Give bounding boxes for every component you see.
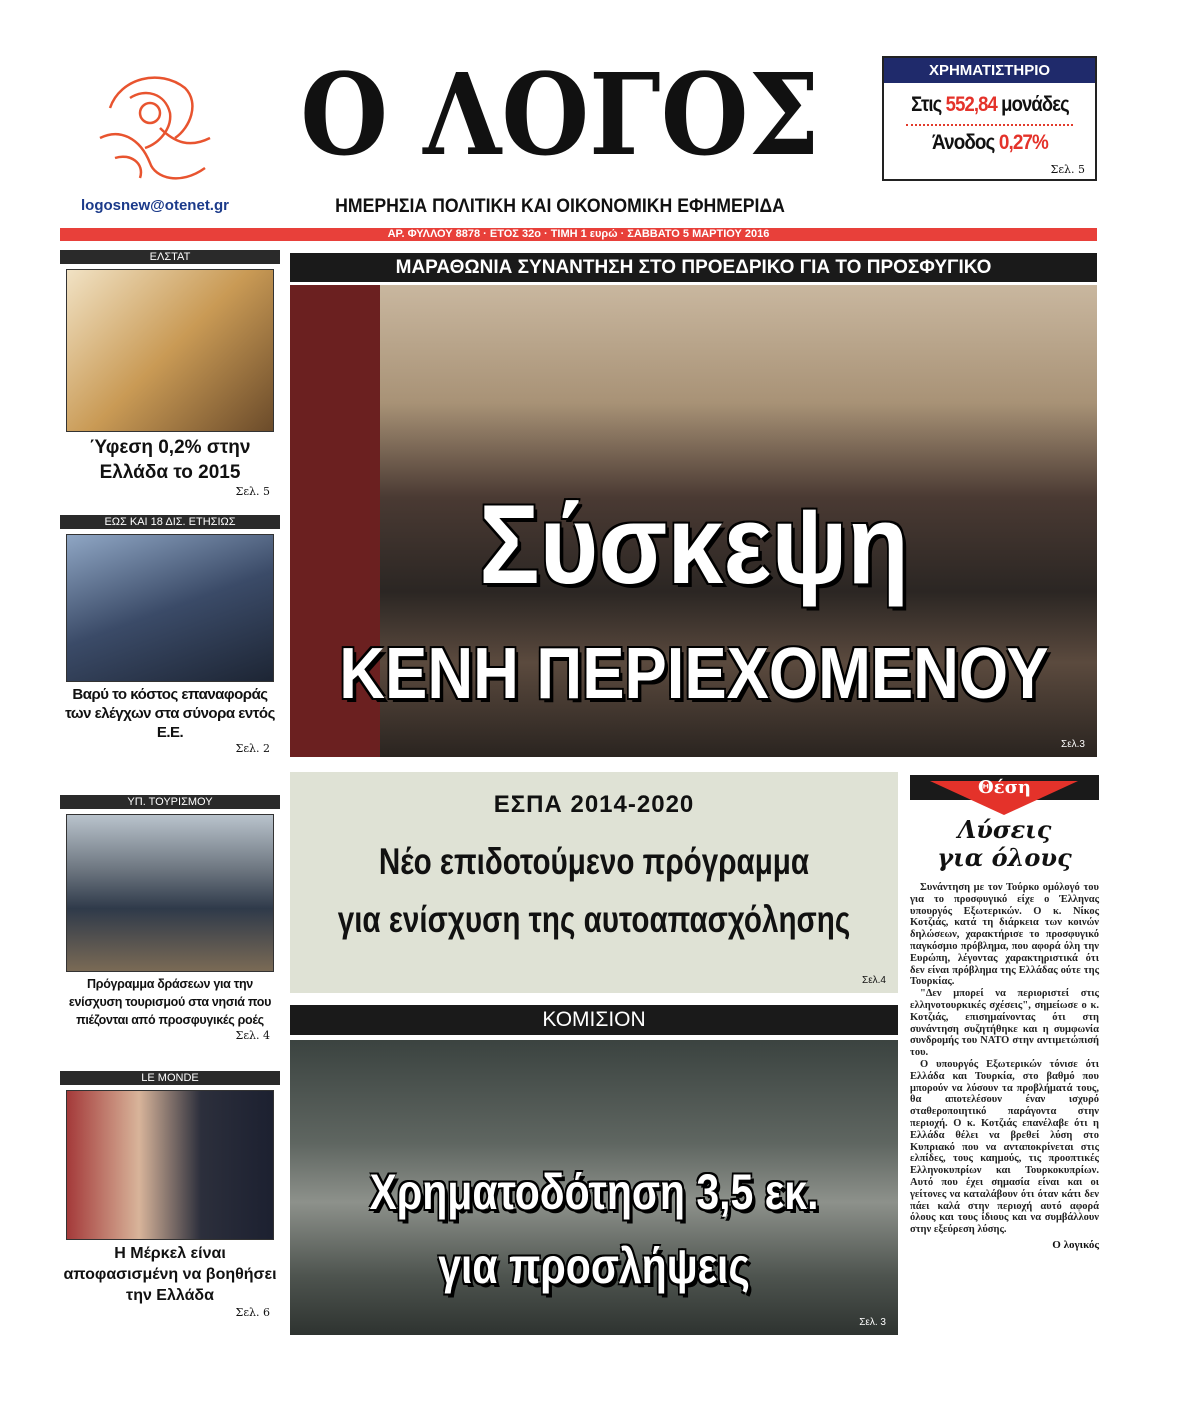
stock-header: ΧΡΗΜΑΤΙΣΤΗΡΙΟ	[884, 58, 1095, 83]
page-ref: Σελ.4	[862, 975, 886, 986]
stock-line	[911, 92, 1069, 118]
opinion-label-banner	[910, 775, 1099, 800]
story-merkel	[60, 1071, 280, 1320]
presidential-meeting-photo	[290, 285, 1097, 757]
story-borders	[60, 515, 280, 756]
stock-change: 0,27%	[998, 131, 1048, 154]
paragraph: "Δεν μπορεί να περιοριστεί στις ελληνοτουρκικές σχέσεις", σημείωσε ο κ. Κοτζιάς, επισημαίνοντας ότι στη συνάντηση συζητήθηκε και η συμφωνία συνδρομής του ΝΑΤΟ στην αντιμετώπισή του.	[910, 988, 1099, 1059]
newspaper-subtitle: ΗΜΕΡΗΣΙΑ ΠΟΛΙΤΙΚΗ ΚΑΙ ΟΙΚΟΝΟΜΙΚΗ ΕΦΗΜΕΡΙΔΑ	[335, 196, 785, 217]
stock-prefix: Στις	[910, 93, 941, 116]
page-ref: Σελ. 4	[235, 1029, 270, 1042]
aerial-camp-photo	[290, 1040, 898, 1335]
page-ref: Σελ. 6	[235, 1306, 270, 1319]
story-recession	[60, 250, 280, 499]
stock-unit: μονάδες	[1000, 93, 1069, 116]
stock-value: 552,84	[945, 93, 997, 116]
paragraph: Συνάντηση με τον Τούρκο ομόλογό του για το προσφυγικό είχε ο Έλληνας υπουργός Εξωτερικών. Ο κ. Νίκος Κοτζιάς, κατά τη διάρκεια των κοινών δηλώσεων, χαρακτήρισε το προσφυγικό παγκόσμιο πρόβλημα, που αφορά όλη την Ευρώπη, λέγοντας χαρακτηριστικά ότι δεν είναι πρόβλημα της Ελλάδας ούτε της Τουρκίας.	[910, 882, 1099, 988]
kicker-tourism: ΥΠ. ΤΟΥΡΙΣΜΟΥ	[60, 795, 280, 809]
page-ref: Σελ. 2	[235, 742, 270, 755]
refugees-photo	[66, 814, 274, 972]
opinion-title-line2: για όλους	[937, 843, 1072, 872]
espa-kicker: ΕΣΠΑ 2014-2020	[493, 791, 695, 818]
contact-email[interactable]: logosnew@otenet.gr	[81, 197, 229, 214]
story-tourism	[60, 795, 280, 1043]
merkel-hollande-photo	[66, 1090, 274, 1240]
page-ref: Σελ. 5	[235, 485, 270, 498]
headline-border-controls[interactable]: Βαρύ το κόστος επαναφοράς των ελέγχων στα σύνορα εντός Ε.Ε.	[65, 686, 275, 741]
masthead	[285, 0, 835, 225]
espa-headline-line2[interactable]: για ενίσχυση της αυτοαπασχόλησης	[337, 899, 851, 940]
chart-coins-photo	[66, 269, 274, 432]
opinion-body	[910, 882, 1099, 1236]
headline-tourism[interactable]: Πρόγραμμα δράσεων για την ενίσχυση τουρισμού στα νησιά που πιέζονται από προσφυγικές ροές	[68, 977, 272, 1027]
komision-headline-line1[interactable]: Χρηματοδότηση 3,5 εκ.	[369, 1164, 819, 1220]
espa-headline-line1[interactable]: Νέο επιδοτούμενο πρόγραμμα	[378, 841, 810, 882]
opinion-label: Θέση	[978, 777, 1031, 798]
page-ref: Σελ. 3	[859, 1317, 886, 1328]
kicker-elstat: ΕΛΣΤΑΤ	[60, 250, 280, 264]
kicker-le-monde: LE MONDE	[60, 1071, 280, 1085]
komision-headline-line2[interactable]: για προσλήψεις	[438, 1238, 750, 1294]
opinion-title-line1: Λύσεις	[957, 815, 1052, 844]
divider	[906, 124, 1073, 126]
stock-market-box	[882, 56, 1097, 181]
page-ref: Σελ. 5	[1050, 163, 1085, 176]
page-ref: Σελ.3	[1061, 739, 1085, 750]
espa-story	[290, 772, 898, 993]
stock-change-line	[932, 130, 1048, 156]
opinion-column	[910, 775, 1099, 1252]
eu-building-photo	[66, 534, 274, 682]
opinion-signature: Ο λογικός	[1052, 1238, 1099, 1251]
komision-kicker: ΚΟΜΙΣΙΟΝ	[290, 1005, 898, 1035]
lead-headline-line1[interactable]: Σύσκεψη	[478, 482, 909, 607]
headline-merkel[interactable]: Η Μέρκελ είναι αποφασισμένη να βοηθήσει την Ελλάδα	[63, 1245, 277, 1304]
kicker-borders: ΕΩΣ ΚΑΙ 18 ΔΙΣ. ΕΤΗΣΙΩΣ	[60, 515, 280, 529]
stock-change-label: Άνοδος	[931, 131, 994, 154]
lead-headline-line2[interactable]: ΚΕΝΗ ΠΕΡΙΕΧΟΜΕΝΟΥ	[338, 634, 1049, 714]
lead-kicker: ΜΑΡΑΘΩΝΙΑ ΣΥΝΑΝΤΗΣΗ ΣΤΟ ΠΡΟΕΔΡΙΚΟ ΓΙΑ ΤΟ ΠΡΟΣΦΥΓΙΚΟ	[290, 253, 1097, 282]
logo-illustration	[90, 68, 218, 190]
issue-info-strip: ΑΡ. ΦΥΛΛΟΥ 8878 · ΕΤΟΣ 32ο · ΤΙΜΗ 1 ευρώ · ΣΑΒΒΑΤΟ 5 ΜΑΡΤΙΟΥ 2016	[60, 228, 1097, 241]
headline-recession[interactable]: Ύφεση 0,2% στην Ελλάδα το 2015	[89, 437, 251, 483]
paragraph: Ο υπουργός Εξωτερικών τόνισε ότι Ελλάδα και Τουρκία, στο βαθμό που μπορούν να λύσουν τα προβλήματά τους, θα αποτελέσουν έναν ισχυρό σταθεροποιητικό παράγοντα στην περιοχή. Ο κ. Κοτζιάς επανέλαβε ότι η Ελλάδα θέλει να βρεθεί λύση στο Κυπριακό που να ανταποκρίνεται στις ελπίδες, τους καημούς, τις προοπτικές Ελληνοκυπρίων και Τουρκοκυπρίων. Αυτό που έχει σημασία είναι και οι γείτονες να καταλάβουν ότι όταν κάτι δεν πάει καλά στην περιοχή αυτό αφορά όλους και τους ίδιους και να συμβάλλουν στην εξεύρεση λύσης.	[910, 1058, 1099, 1236]
newspaper-title: Ο ΛΟΓΟΣ	[300, 50, 820, 181]
